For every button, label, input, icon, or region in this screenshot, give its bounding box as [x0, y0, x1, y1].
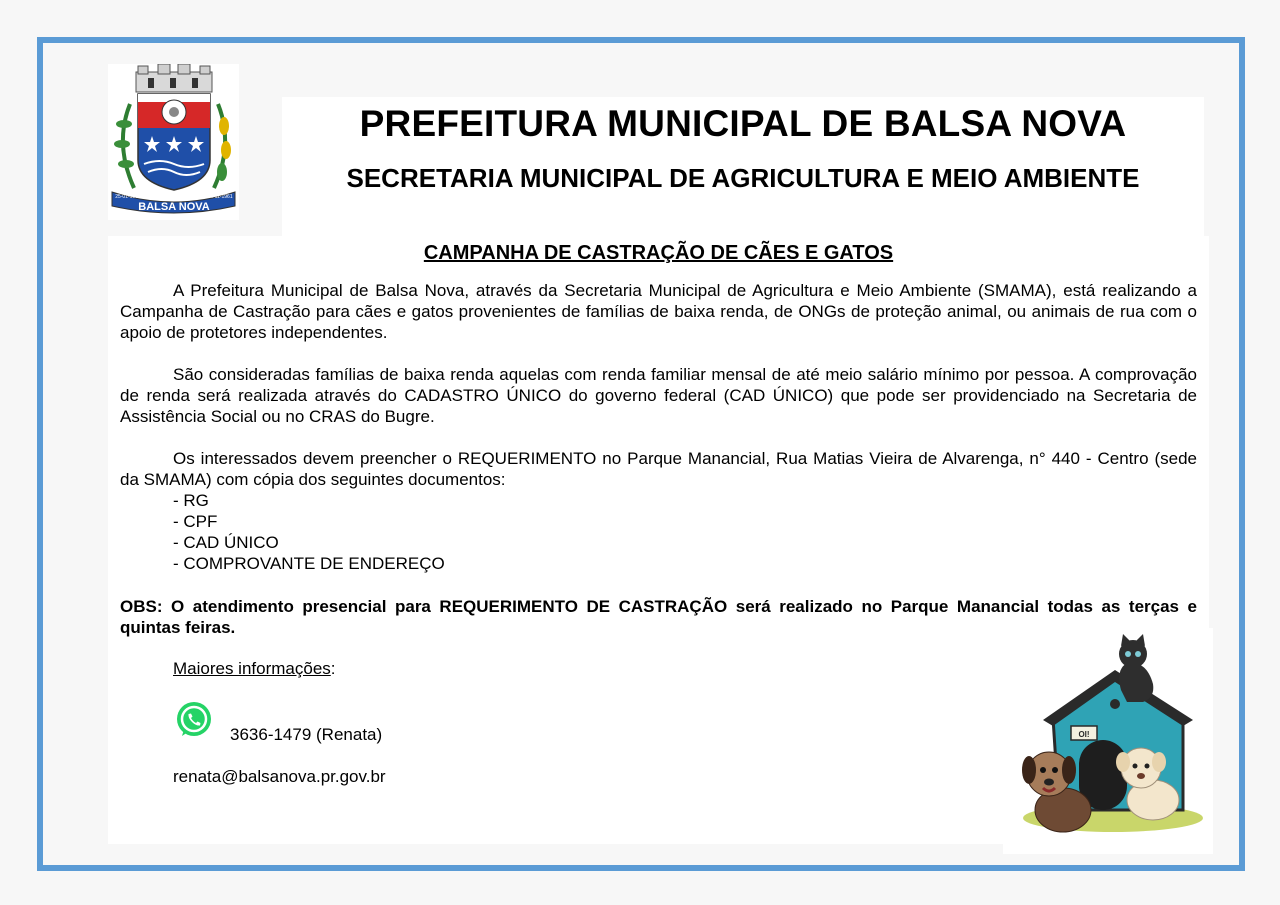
- contact-email: renata@balsanova.pr.gov.br: [173, 767, 386, 786]
- more-info-text: Maiores informações: [173, 659, 331, 678]
- page-title: PREFEITURA MUNICIPAL DE BALSA NOVA: [359, 103, 1127, 144]
- contact-phone: 3636-1479 (Renata): [230, 725, 383, 744]
- paragraph-low-income: São consideradas famílias de baixa renda aquelas com renda familiar mensal de até meio salário mínimo por pessoa. A comprovação de renda será realizada através do CADASTRO ÚNICO do governo federal (CAD ÚNICO) que pode ser providenciado na Secretaria de Assistência Social ou no CRAS do Bugre.: [120, 365, 1197, 426]
- more-info-colon: :: [330, 659, 336, 678]
- crest-date-right: 04-11-1961: [207, 194, 233, 200]
- crest-date-left: 25-01-1961: [115, 194, 141, 200]
- paragraph-requirements: Os interessados devem preencher o REQUERIMENTO no Parque Manancial, Rua Matias Vieira de Alvarenga, n° 440 - Centro (sede da SMAMA) com cópia dos seguintes documentos:: [120, 449, 1197, 489]
- campaign-title: CAMPANHA DE CASTRAÇÃO DE CÃES E GATOS: [423, 242, 894, 264]
- campaign-body: [120, 280, 1197, 574]
- list-item: - RG: [173, 491, 209, 510]
- crest-banner-text: BALSA NOVA: [138, 201, 210, 213]
- whatsapp-icon: [174, 700, 214, 740]
- documents-list: [120, 490, 1197, 574]
- list-item: - CPF: [173, 512, 218, 531]
- pets-house-icon: [1003, 628, 1213, 854]
- observation-note: OBS: O atendimento presencial para REQUERIMENTO DE CASTRAÇÃO será realizado no Parque Manancial todas as terças e quintas feiras.: [120, 597, 1197, 637]
- more-info-label: [173, 659, 336, 679]
- municipal-crest-icon: [108, 64, 239, 220]
- paragraph-intro: A Prefeitura Municipal de Balsa Nova, através da Secretaria Municipal de Agricultura e Meio Ambiente (SMAMA), está realizando a Campanha de Castração para cães e gatos provenientes de famílias de baixa renda, de ONGs de proteção animal, ou animais de rua com o apoio de protetores independentes.: [120, 281, 1197, 342]
- list-item: - CAD ÚNICO: [173, 533, 279, 552]
- house-sign-text: OI!: [1078, 730, 1090, 739]
- list-item: - COMPROVANTE DE ENDEREÇO: [173, 554, 445, 573]
- page-subtitle: SECRETARIA MUNICIPAL DE AGRICULTURA E MEIO AMBIENTE: [346, 163, 1140, 193]
